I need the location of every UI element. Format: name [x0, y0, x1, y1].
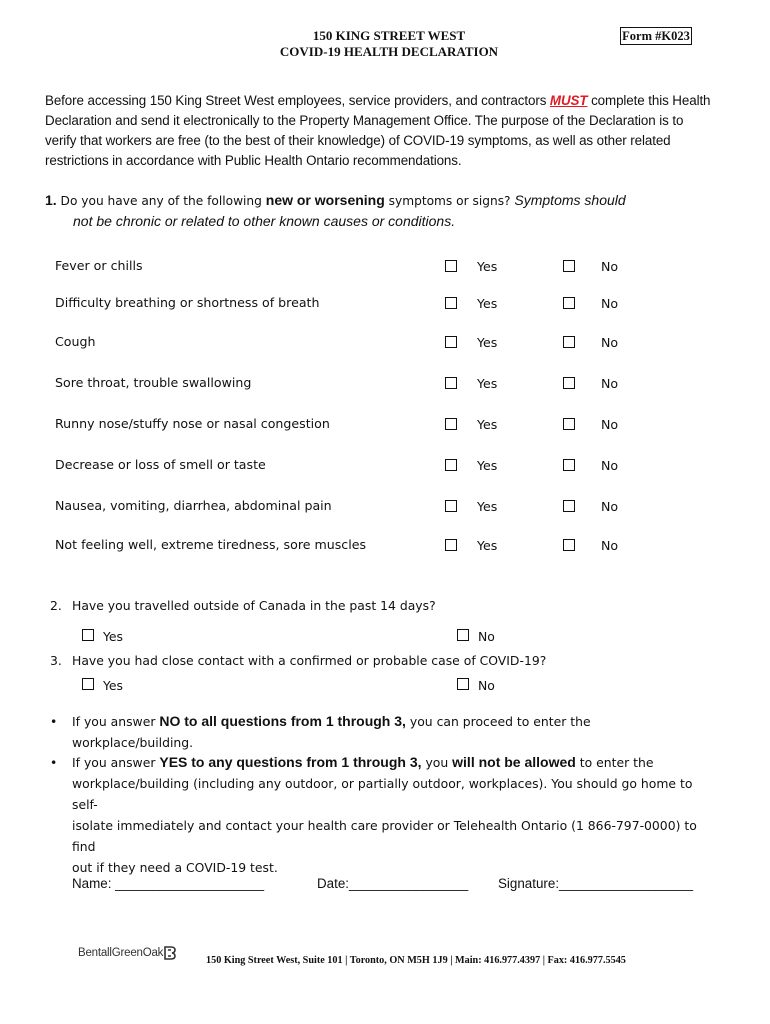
question-1 — [45, 190, 725, 232]
no-checkbox[interactable] — [563, 418, 575, 430]
bullet-2-bold-2: will not be allowed — [452, 754, 576, 770]
instruction-bullet-yes — [50, 752, 710, 875]
no-checkbox[interactable] — [563, 459, 575, 471]
symptom-label: Nausea, vomiting, diarrhea, abdominal pain — [55, 498, 332, 513]
symptom-label: Fever or chills — [55, 258, 143, 273]
bullet-2-line-3: isolate immediately and contact your health care provider or Telehealth Ontario (1 866-797-0000) to find — [72, 818, 697, 854]
bullet-1-line-2: workplace/building. — [72, 735, 194, 750]
question-1-text-b: symptoms or signs? — [384, 194, 515, 208]
yes-label: Yes — [477, 335, 498, 350]
no-checkbox[interactable] — [563, 297, 575, 309]
no-checkbox[interactable] — [563, 336, 575, 348]
no-checkbox[interactable] — [563, 500, 575, 512]
yes-label: Yes — [477, 259, 498, 274]
question-3-text: Have you had close contact with a confirmed or probable case of COVID-19? — [72, 653, 547, 668]
yes-checkbox[interactable] — [445, 336, 457, 348]
no-label: No — [601, 499, 619, 514]
symptom-row — [55, 258, 735, 276]
intro-paragraph — [45, 91, 717, 171]
symptom-row — [55, 334, 735, 352]
no-label: No — [601, 538, 619, 553]
question-1-text-a: Do you have any of the following — [56, 194, 266, 208]
signature-field[interactable]: Signature:__________________ — [498, 876, 694, 891]
question-2-no-label: No — [478, 629, 495, 644]
no-label: No — [601, 335, 619, 350]
symptom-label: Difficulty breathing or shortness of breath — [55, 295, 320, 310]
symptom-label: Sore throat, trouble swallowing — [55, 375, 252, 390]
bullet-1-text-b: you can proceed to enter the — [405, 714, 591, 729]
yes-checkbox[interactable] — [445, 297, 457, 309]
bullet-dot: • — [50, 714, 58, 729]
company-logo-icon — [164, 946, 176, 960]
symptom-label: Decrease or loss of smell or taste — [55, 457, 266, 472]
symptom-row — [55, 457, 735, 475]
bullet-2-line-4: out if they need a COVID-19 test. — [72, 860, 278, 875]
no-checkbox[interactable] — [563, 260, 575, 272]
bullet-2-text-a: If you answer — [72, 755, 160, 770]
yes-checkbox[interactable] — [445, 500, 457, 512]
yes-checkbox[interactable] — [445, 260, 457, 272]
form-number: Form #K023 — [620, 27, 692, 45]
question-2-yes-label: Yes — [103, 629, 124, 644]
question-2-yes-checkbox[interactable] — [82, 629, 94, 641]
symptom-label: Cough — [55, 334, 96, 349]
bullet-dot: • — [50, 755, 58, 770]
question-3-number: 3. — [50, 653, 62, 668]
yes-checkbox[interactable] — [445, 377, 457, 389]
question-3-no-checkbox[interactable] — [457, 678, 469, 690]
question-2-no-checkbox[interactable] — [457, 629, 469, 641]
company-logo-text: BentallGreenOak — [78, 947, 164, 959]
must-emphasis: MUST — [549, 93, 588, 108]
symptom-row — [55, 375, 735, 393]
question-1-emphasis: new or worsening — [265, 192, 385, 208]
no-label: No — [601, 259, 619, 274]
question-3-yes-checkbox[interactable] — [82, 678, 94, 690]
yes-label: Yes — [477, 499, 498, 514]
question-3-no-label: No — [478, 678, 495, 693]
question-1-italic-b: not be chronic or related to other known causes or conditions. — [73, 213, 456, 229]
yes-checkbox[interactable] — [445, 539, 457, 551]
symptom-row — [55, 416, 735, 434]
no-label: No — [601, 458, 619, 473]
symptom-label: Not feeling well, extreme tiredness, sore muscles — [55, 537, 367, 552]
no-checkbox[interactable] — [563, 539, 575, 551]
no-checkbox[interactable] — [563, 377, 575, 389]
bullet-2-line-2: workplace/building (including any outdoor, or partially outdoor, workplaces). You should go home to self- — [72, 776, 693, 812]
no-label: No — [601, 417, 619, 432]
question-3-yes-label: Yes — [103, 678, 124, 693]
bullet-2-text-b: you — [421, 755, 453, 770]
intro-text-after: complete this Health Declaration and send it electronically to the Property Management Office. The purpose of the Declaration is to verify that workers are free (to the best of their knowledge) of COVID-19 symptoms, as well as other related restrictions in accordance with Public Health Ontario recommendations. — [45, 93, 711, 168]
instruction-bullet-no — [50, 711, 710, 753]
yes-checkbox[interactable] — [445, 418, 457, 430]
date-field[interactable]: Date:________________ — [317, 876, 469, 891]
bullet-2-text-c: to enter the — [575, 755, 654, 770]
yes-checkbox[interactable] — [445, 459, 457, 471]
yes-label: Yes — [477, 458, 498, 473]
footer-address: 150 King Street West, Suite 101 | Toronto, ON M5H 1J9 | Main: 416.977.4397 | Fax: 416.977.5545 — [206, 955, 626, 966]
question-2-text: Have you travelled outside of Canada in the past 14 days? — [72, 598, 436, 613]
yes-label: Yes — [477, 538, 498, 553]
no-label: No — [601, 376, 619, 391]
question-1-number: 1. — [45, 192, 57, 208]
symptom-row — [55, 537, 735, 555]
yes-label: Yes — [477, 376, 498, 391]
document-subtitle: COVID-19 HEALTH DECLARATION — [279, 44, 499, 59]
symptom-row — [55, 295, 735, 313]
symptom-label: Runny nose/stuffy nose or nasal congestion — [55, 416, 330, 431]
name-field[interactable]: Name: ____________________ — [72, 876, 265, 891]
question-1-italic-a: Symptoms should — [514, 192, 626, 208]
document-title: 150 KING STREET WEST — [312, 28, 466, 43]
intro-text-before: Before accessing 150 King Street West employees, service providers, and contractors — [45, 93, 550, 108]
question-2-number: 2. — [50, 598, 62, 613]
no-label: No — [601, 296, 619, 311]
yes-label: Yes — [477, 417, 498, 432]
bullet-1-bold: NO to all questions from 1 through 3, — [159, 713, 406, 729]
bullet-1-text-a: If you answer — [72, 714, 160, 729]
yes-label: Yes — [477, 296, 498, 311]
symptom-row — [55, 498, 735, 516]
bullet-2-bold-1: YES to any questions from 1 through 3, — [159, 754, 422, 770]
